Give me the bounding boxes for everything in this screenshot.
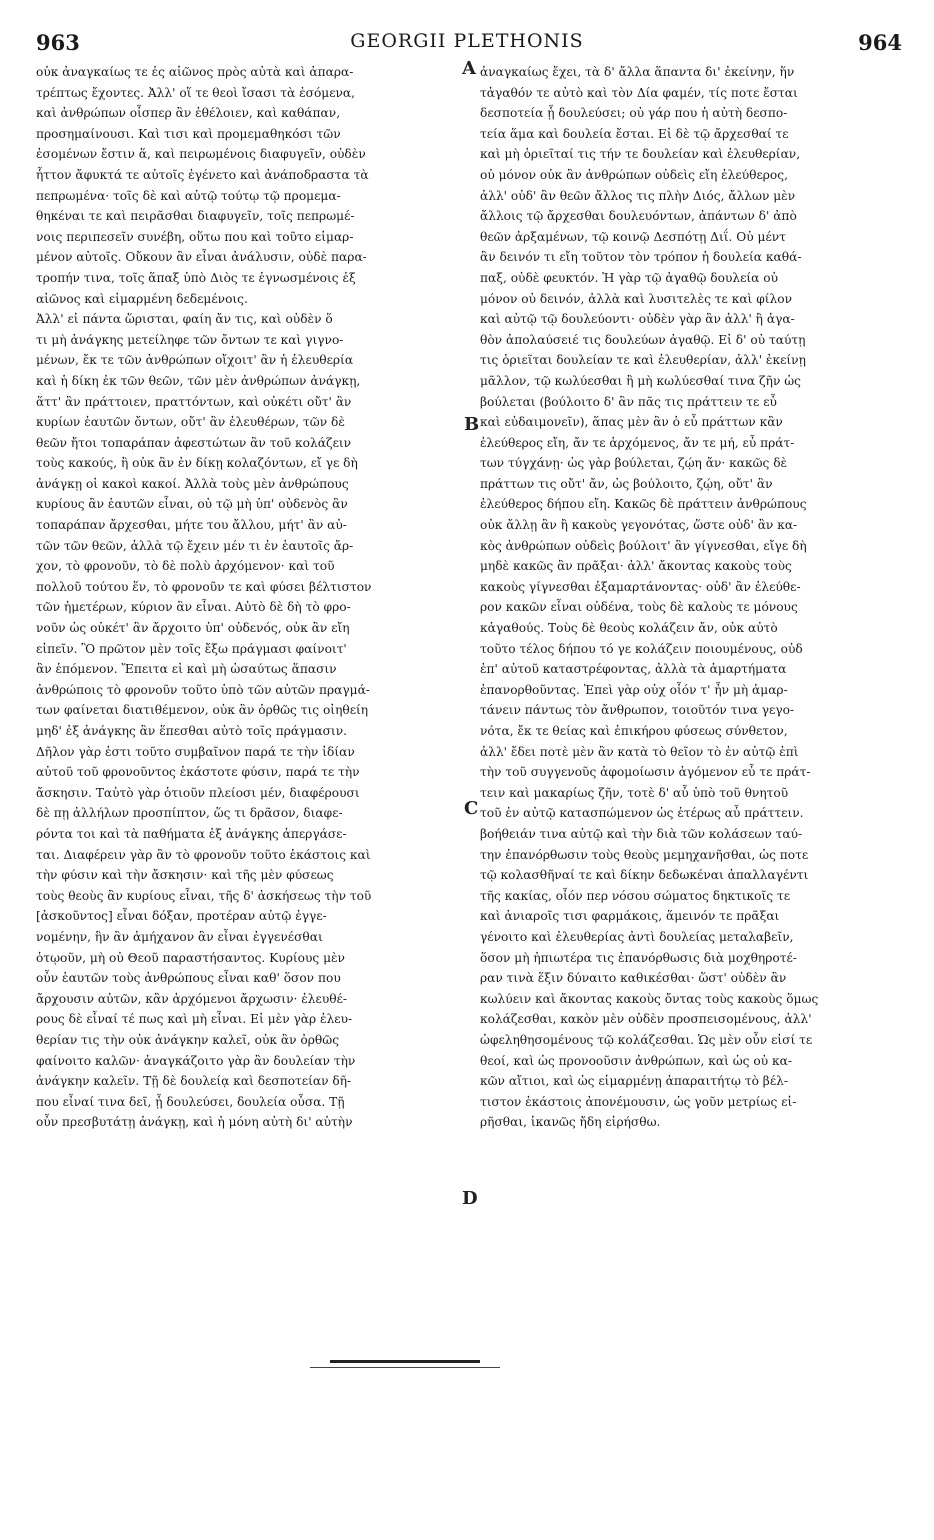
text-line: που εἶναί τινα δεῖ, ᾗ δουλεύσει, δουλεία οὖσα. Τῇ — [36, 1094, 345, 1109]
text-line: νοις περιπεσεῖν συνέβη, οὕτω που καὶ τοῦτο εἱμαρ- — [36, 229, 354, 244]
text-line: μηδ' ἐξ ἀνάγκης ἂν ἕπεσθαι αὐτὸ τοῖς πράγμασιν. — [36, 724, 347, 738]
text-line: θεοί, καὶ ὡς προνοοῦσιν ἀνθρώπων, καὶ ὡς οὐ κα- — [480, 1053, 792, 1068]
text-line: θηκέναι τε καὶ πειρᾶσθαι διαφυγεῖν, τοῖς πεπρωμέ- — [36, 209, 355, 224]
text-line: ἀναγκαίως ἔχει, τὰ δ' ἄλλα ἅπαντα δι' ἐκείνην, ἥν — [480, 65, 795, 79]
text-line: ἀνάγκην καλεῖν. Τῇ δὲ δουλείᾳ καὶ δεσποτείαν δῆ- — [36, 1074, 352, 1089]
text-line: ρῆσθαι, ἱκανῶς ἤδη εἰρήσθω. — [480, 1115, 661, 1130]
text-line: ἀνθρώποις τὸ φρονοῦν τοῦτο ὑπὸ τῶν αὐτῶν πραγμά- — [36, 682, 370, 697]
text-line: θὸν ἀπολαύσειέ τις δουλεύων ἀγαθῷ. Εἰ δ' οὐ ταύτῃ — [480, 332, 806, 347]
text-line: θεῶν ἤτοι τοπαράπαν ἀφεστώτων ἂν τοῦ κολάζειν — [36, 435, 352, 450]
text-line: ὁτῳοῦν, μὴ οὐ Θεοῦ παραστήσαντος. Κυρίους μὲν — [36, 950, 345, 965]
text-line: ἂν δεινόν τι εἴη τοῦτον τὸν τρόπον ἡ δουλεία καθά- — [480, 250, 802, 265]
margin-marker-d: D — [462, 1188, 478, 1209]
text-line: τἀγαθόν τε αὐτὸ καὶ τὸν Δία φαμέν, τίς ποτε ἔσται — [480, 85, 798, 100]
text-line: ἐλεύθερος δήπου εἴη. Κακῶς δὲ πράττειν ἀνθρώπους — [480, 497, 807, 512]
text-line: τὴν φύσιν καὶ τὴν ἄσκησιν· καὶ τῆς μὲν φύσεως — [36, 868, 334, 883]
text-line: προσημαίνουσι. Καὶ τισι καὶ προμεμαθηκόσι τῶν — [36, 126, 341, 141]
text-line: τιστον ἑκάστοις ἀπονέμουσιν, ὡς γοῦν μετρίως εἰ- — [480, 1094, 797, 1109]
text-line: ἂν ἑπόμενον. Ἔπειτα εἰ καὶ μὴ ὡσαύτως ἅπασιν — [36, 662, 337, 677]
end-rule — [330, 1360, 480, 1363]
text-line: τοῦτο τέλος δήπου τό γε κολάζειν ποιουμένους, οὐδ — [480, 641, 803, 656]
text-line: ρους δὲ εἶναί τέ πως καὶ μὴ εἶναι. Εἰ μὲν γὰρ ἐλευ- — [36, 1012, 353, 1027]
text-line: μᾶλλον, τῷ κωλύεσθαι ἢ μὴ κωλύεσθαί τινα ζῆν ὡς — [480, 373, 801, 388]
text-line: την ἐπανόρθωσιν τοὺς θεοὺς μεμηχανῆσθαι, ὡς ποτε — [480, 847, 809, 862]
text-line: πεπρωμένα· τοῖς δὲ καὶ αὐτῷ τούτῳ τῷ προμεμα- — [36, 188, 341, 203]
text-line: πολλοῦ τούτου ἕν, τὸ φρονοῦν τε καὶ φύσει βέλτιστον — [36, 579, 372, 594]
text-line: οὐ μόνον οὐκ ἂν ἀνθρώπων οὐδεὶς εἴη ἐλεύθερος, — [480, 167, 788, 182]
text-line: ἀνάγκῃ οἱ κακοὶ κακοί. Ἀλλὰ τοὺς μὲν ἀνθρώπους — [36, 476, 349, 491]
margin-marker-a: A — [462, 58, 476, 79]
text-line: βούλεται (βούλοιτο δ' ἂν πᾶς τις πράττειν τε εὖ — [480, 394, 777, 409]
page-number-right: 964 — [858, 30, 902, 55]
text-line: ἐλεύθερος εἴη, ἄν τε ἀρχόμενος, ἄν τε μή, εὖ πράτ- — [480, 435, 795, 450]
text-line: ρον κακῶν εἶναι οὐδένα, τοὺς δὲ καλοὺς τε μόνους — [480, 600, 798, 615]
page-header — [30, 30, 904, 60]
text-line: τοὺς θεοὺς ἂν κυρίους εἶναι, τῆς δ' ἀσκήσεως τὴν τοῦ — [36, 888, 372, 903]
text-line: τάνειν πάντως τὸν ἄνθρωπον, τοιοῦτόν τινα γεγο- — [480, 703, 795, 718]
text-line: αὐτοῦ τοῦ φρονοῦντος ἑκάστοτε φύσιν, παρά τε τὴν — [36, 765, 360, 780]
text-line: καὶ εὐδαιμονεῖν), ἅπας μὲν ἂν ὁ εὖ πράττων κἂν — [480, 415, 783, 430]
text-line: καὶ ἀνθρώπων οἷσπερ ἂν ἐθέλοιεν, καὶ καθάπαν, — [36, 106, 341, 121]
text-line: εἰπεῖν. Ὃ πρῶτον μὲν τοῖς ἔξω πράγμασι φαίνοιτ' — [36, 641, 347, 656]
text-line: ραν τινὰ ἕξιν δύναιτο καθικέσθαι· ὥστ' οὐδὲν ἂν — [480, 971, 787, 986]
text-line: νοῦν ὡς οὐκέτ' ἂν ἄρχοιτο ὑπ' οὐδενός, οὐκ ἂν εἴη — [36, 621, 350, 636]
text-line: των φαίνεται διατιθέμενον, οὐκ ἂν ὀρθῶς τις οἰηθείη — [36, 703, 369, 718]
text-line: θερίαν τις τὴν οὐκ ἀνάγκην καλεῖ, οὐκ ἂν ὀρθῶς — [36, 1032, 340, 1047]
text-line: τι μὴ ἀνάγκης μετείληφε τῶν ὄντων τε καὶ γιγνο- — [36, 332, 344, 347]
text-line: τοπαράπαν ἄρχεσθαι, μήτε του ἄλλου, μήτ' ἂν αὐ- — [36, 518, 347, 533]
text-line: τειν καὶ μακαρίως ζῆν, τοτὲ δ' αὖ ὑπὸ τοῦ θνητοῦ — [480, 785, 789, 800]
text-line: ὅσον μὴ ἠπιωτέρα τις ἐπανόρθωσις διὰ μοχθηροτέ- — [480, 950, 797, 965]
text-line: ρόντα τοι καὶ τὰ παθήματα ἐξ ἀνάγκης ἀπεργάσε- — [36, 826, 347, 841]
text-line: δεσποτεία ᾗ δουλεύσει; οὐ γάρ που ἡ αὐτὴ δεσπο- — [480, 106, 788, 121]
margin-marker-b: B — [464, 414, 480, 435]
text-line: τῆς κακίας, οἷόν περ νόσου σώματος δηκτικοῖς τε — [480, 888, 791, 903]
text-line: [ἀσκοῦντος] εἶναι δόξαν, προτέραν αὐτῷ ἐγγε- — [36, 909, 327, 924]
page-number-left: 963 — [36, 30, 80, 55]
text-line: μένον αὐτοῖς. Οὔκουν ἂν εἶναι ἀνάλυσιν, οὐδὲ παρα- — [36, 250, 367, 265]
text-line: ἧττον ἄφυκτά τε αὐτοῖς ἐγένετο καὶ ἀνάποδραστα τὰ — [36, 167, 369, 182]
text-line: οὖν ἑαυτῶν τοὺς ἀνθρώπους εἶναι καθ' ὅσον που — [36, 971, 341, 986]
text-line: θεῶν ἀρξαμένων, τῷ κοινῷ Δεσπότῃ Διΐ. Οὐ μέντ — [480, 229, 786, 244]
text-line: κὸς ἀνθρώπων οὐδεὶς βούλοιτ' ἂν γίγνεσθαι, εἴγε δὴ — [480, 538, 807, 553]
text-line: κωλύειν καὶ ἄκοντας κακοὺς ὄντας τοὺς κακοὺς ὅμως — [480, 991, 819, 1006]
left-column — [36, 62, 464, 1462]
text-line: ἀλλ' οὐδ' ἂν θεῶν ἄλλος τις πλὴν Διός, ἄλλων μὲν — [480, 188, 796, 203]
text-line: τῶν ἡμετέρων, κύριον ἂν εἶναι. Αὐτὸ δὲ δὴ τὸ φρο- — [36, 600, 351, 615]
right-column — [480, 62, 908, 1162]
text-line: Δῆλον γὰρ ἐστι τοῦτο συμβαῖνον παρά τε τὴν ἰδίαν — [36, 744, 355, 759]
text-line: οὐκ ἀναγκαίως τε ἐς αἰῶνος πρὸς αὐτὰ καὶ ἀπαρα- — [36, 65, 354, 79]
text-line: φαίνοιτο καλῶν· ἀναγκάζοιτο γὰρ ἂν δουλείαν τὴν — [36, 1053, 356, 1068]
text-line: πράττων τις οὔτ' ἄν, ὡς βούλοιτο, ζῴη, οὔτ' ἂν — [480, 476, 773, 491]
text-line: καὶ ἡ δίκη ἐκ τῶν θεῶν, τῶν μὲν ἀνθρώπων ἀνάγκῃ, — [36, 373, 361, 388]
text-line: καὶ μὴ ὁριεῖταί τις τήν τε δουλείαν καὶ ἐλευθερίαν, — [480, 147, 801, 162]
text-line: κυρίων ἑαυτῶν ὄντων, οὔτ' ἂν ἐλευθέρων, τῶν δὲ — [36, 415, 345, 430]
text-line: κἀγαθούς. Τοὺς δὲ θεοὺς κολάζειν ἄν, οὐκ αὐτὸ — [480, 621, 778, 636]
text-line: ται. Διαφέρειν γὰρ ἂν τὸ φρονοῦν τοῦτο ἑκάστοις καὶ — [36, 847, 371, 862]
text-line: τῶν τῶν θεῶν, ἀλλὰ τῷ ἔχειν μέν τι ἐν ἑαυτοῖς ἄρ- — [36, 538, 354, 553]
text-line: μόνον οὐ δεινόν, ἀλλὰ καὶ λυσιτελὲς τε καὶ φίλον — [480, 291, 792, 306]
text-line: ἄλλοις τῷ ἄρχεσθαι δουλευόντων, ἁπάντων δ' ἀπὸ — [480, 209, 797, 224]
text-line: οὐκ ἄλλῃ ἂν ἢ κακοὺς γεγονότας, ὥστε οὐδ' ἂν κα- — [480, 518, 798, 533]
text-line: κυρίους ἂν ἑαυτῶν εἶναι, οὐ τῷ μὴ ὑπ' οὐδενὸς ἂν — [36, 497, 348, 512]
text-line: χον, τὸ φρονοῦν, τὸ δὲ πολὺ ἀρχόμενον· καὶ τοῦ — [36, 559, 335, 574]
text-line: καὶ ἀνιαροῖς τισι φαρμάκοις, ἅμεινόν τε πρᾶξαι — [480, 909, 780, 924]
text-line: τεία ἅμα καὶ δουλεία ἔσται. Εἰ δὲ τῷ ἄρχεσθαί τε — [480, 126, 789, 141]
text-line: των τύγχάνῃ· ὡς γὰρ βούλεται, ζῴη ἄν· κακῶς δὲ — [480, 456, 788, 471]
text-line: τρέπτως ἔχοντες. Ἀλλ' οἵ τε θεοὶ ἴσασι τὰ ἐσόμενα, — [36, 85, 356, 100]
text-line: μένων, ἔκ τε τῶν ἀνθρώπων οἴχοιτ' ἂν ἡ ἐλευθερία — [36, 353, 354, 368]
text-line: ἄρχουσιν αὐτῶν, κἂν ἀρχόμενοι ἄρχωσιν· ἐλευθέ- — [36, 991, 347, 1006]
text-line: δὲ πῃ ἀλλήλων προσπίπτον, ὥς τι δρᾶσον, διαφε- — [36, 806, 343, 821]
text-line: τὴν τοῦ συγγενοῦς ἀφομοίωσιν ἀγόμενον εὖ τε πράτ- — [480, 765, 811, 780]
text-line: νότα, ἔκ τε θείας καὶ ἐπικήρου φύσεως σύνθετον, — [480, 724, 788, 738]
margin-marker-c: C — [464, 798, 479, 819]
text-line: τοῦ ἐν αὐτῷ κατασπώμενον ὡς ἑτέρως αὖ πράττειν. — [480, 806, 804, 821]
text-line: οὖν πρεσβυτάτῃ ἀνάγκῃ, καὶ ἡ μόνη αὐτὴ δι' αὑτὴν — [36, 1115, 353, 1130]
text-line: τροπήν τινα, τοῖς ἅπαξ ὑπὸ Διὸς τε ἐγνωσμένοις ἐξ — [36, 270, 356, 285]
text-line: αἰῶνος καὶ εἱμαρμένη δεδεμένοις. — [36, 291, 248, 306]
text-line: ἅττ' ἂν πράττοιεν, πραττόντων, καὶ οὐκέτι οὔτ' ἂν — [36, 394, 352, 409]
text-line: ὠφεληθησομένους τῷ κολάζεσθαι. Ὡς μὲν οὖν εἰσί τε — [480, 1032, 813, 1047]
text-line: τις ὁριεῖται δουλείαν τε καὶ ἐλευθερίαν, ἀλλ' ἐκείνῃ — [480, 353, 806, 368]
text-line: παξ, οὐδὲ φευκτόν. Ἡ γὰρ τῷ ἀγαθῷ δουλεία οὐ — [480, 270, 779, 285]
text-line: κῶν αἴτιοι, καὶ ὡς εἱμαρμένῃ ἀπαραιτήτῳ τὸ βέλ- — [480, 1074, 788, 1089]
text-line: κολάζεσθαι, κακὸν μὲν οὐδὲν προσπεισομένους, ἀλλ' — [480, 1012, 812, 1027]
text-line: βοήθειάν τινα αὐτῷ καὶ τὴν διὰ τῶν κολάσεων ταύ- — [480, 826, 803, 841]
text-line: νομένην, ἣν ἂν ἀμήχανον ἂν εἶναι ἐγγενέσθαι — [36, 929, 323, 944]
text-line: ἀλλ' ἔδει ποτὲ μὲν ἂν κατὰ τὸ θεῖον τὸ ἐν αὐτῷ ἐπὶ — [480, 744, 799, 759]
text-line: γένοιτο καὶ ἐλευθερίας ἀντὶ δουλείας μεταλαβεῖν, — [480, 929, 794, 944]
running-title: GEORGII PLETHONIS — [350, 30, 584, 52]
text-line: τοὺς κακούς, ἢ οὐκ ἂν ἐν δίκῃ κολαζόντων, εἴ γε δὴ — [36, 456, 358, 471]
text-line: τῷ κολασθῆναί τε καὶ δίκην δεδωκέναι ἀπαλλαγέντι — [480, 868, 809, 883]
text-line: ἐσομένων ἔστιν ἅ, καὶ πειρωμένοις διαφυγεῖν, οὐδὲν — [36, 147, 366, 162]
text-line: Ἀλλ' εἰ πάντα ὥρισται, φαίη ἄν τις, καὶ οὐδὲν ὅ — [36, 312, 333, 327]
text-line: μηδὲ κακῶς ἂν πρᾶξαι· ἀλλ' ἄκοντας κακοὺς τοὺς — [480, 559, 792, 574]
text-line: ἐπανορθοῦντας. Ἐπεὶ γὰρ οὐχ οἷόν τ' ἦν μὴ ἁμαρ- — [480, 682, 788, 697]
text-line: κακοὺς γίγνεσθαι ἐξαμαρτάνοντας· οὐδ' ἂν ἐλεύθε- — [480, 579, 801, 594]
text-line: ἐπ' αὐτοῦ καταστρέφοντας, ἀλλὰ τὰ ἁμαρτήματα — [480, 662, 787, 677]
text-line: ἄσκησιν. Ταὐτὸ γὰρ ὁτιοῦν πλείοσι μέν, διαφέρουσι — [36, 785, 360, 800]
text-line: καὶ αὐτῷ τῷ δουλεύοντι· οὐδὲν γὰρ ἂν ἀλλ' ἢ ἀγα- — [480, 312, 795, 327]
end-rule-thin — [310, 1367, 500, 1368]
